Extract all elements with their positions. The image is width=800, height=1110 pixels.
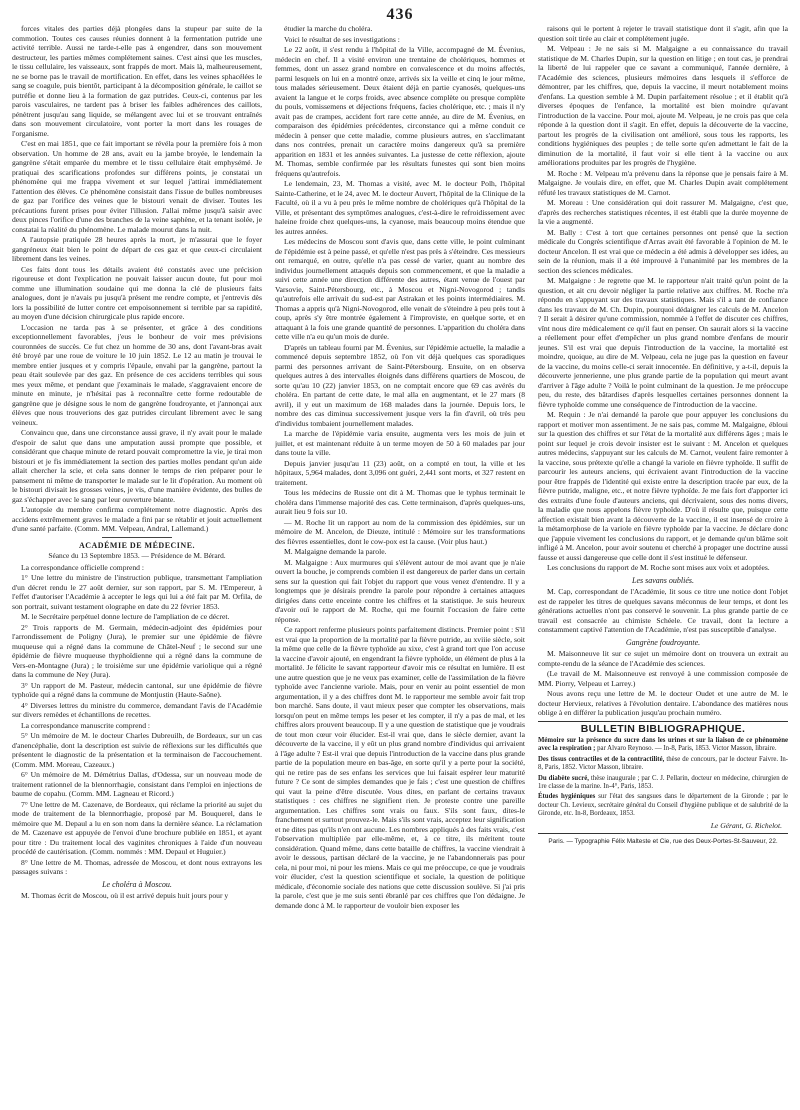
paragraph: M. Maisonneuve lit sur ce sujet un mémoire dont on trouvera un extrait au compte-rendu de la séance de l'Académie des sciences. [538, 649, 788, 668]
paragraph: (Le travail de M. Maisonneuve est renvoyé à une commission composée de MM. Piorry, Velpeau et Larrey.) [538, 669, 788, 688]
paragraph: — M. Roche lit un rapport au nom de la commission des épidémies, sur un mémoire de M. Ancelon, de Dieuze, intitulé : Mémoire sur les transformations des fièvres essentielles, dont le cow-pox est la cause. (Voir plus haut.) [275, 517, 525, 546]
paragraph: M. Malgaigne : Aux murmures qui s'élèvent autour de moi avant que je n'aie ouvert la bouche, je comprends combien il est dangereux de parler dans un certain sens sur la question qui fait l'objet du rapport que vous venez d'entendre. Il y a longtemps que je désirais prendre la parole pour répondre à certaines attaques dirigées dans cette enceinte contre les chiffres et la statistique. Je suis heureux d'avoir ouï le rapport de M. Roche, qui me fournit l'occasion de faire cette réponse. [275, 557, 525, 624]
col1-body [12, 24, 262, 534]
bibliography-title: Mémoire sur la présence du sucre dans les urines et sur la liaison de ce phénomène avec la respiration ; [538, 737, 788, 753]
imprint-line: Paris. — Typographie Félix Malteste et Cie, rue des Deux-Portes-St-Sauveur, 22. [548, 838, 778, 846]
paragraph: M. Cap, correspondant de l'Académie, lit sous ce titre une notice dont l'objet est de rappeler les titres de quelques savans méconnus de leur temps, et dont les générations actuelles n'ont pas conservé le souvenir. La plus grande partie de ce travail est consacrée au chimiste Schéele. Ce travail, dont la lecture a constamment captivé l'attention de l'Académie, n'est pas susceptible d'analyse. [538, 587, 788, 634]
paragraph: étudier la marche du choléra. [284, 24, 373, 33]
paragraph: 3° Un rapport de M. Pasteur, médecin cantonal, sur une épidémie de fièvre typhoïde qui a régné dans la commune de Montjustin (Haute-Saône). [12, 680, 262, 699]
savans-heading: Les savans oubliés. [632, 575, 694, 585]
bibliography-details: sur l'état des sangsues dans le département de la Gironde ; par le docteur Ch. Levieux, secrétaire général du Conseil d'hygiène publique et de salubrité de la Gironde, etc. In-8, Bordeaux, 1853. [538, 793, 788, 818]
paragraph: M. Bally : C'est à tort que certaines personnes ont pensé que la section médicale du Congrès scientifique d'Arras avait été favorable à l'opinion de M. le docteur Ancelon. Il est vrai que ce médecin a été admis à développer ses idées, au sein de la réunion, mais il a été improuvé à l'unanimité par les membres de la section des sciences médicales. [538, 227, 788, 275]
paragraph: C'est en mai 1851, que ce fait important se révéla pour la première fois à mon observation. Un homme de 28 ans, avait eu la jambe broyée, le lendemain la gangrène s'était emparée du membre et le tissu cellulaire était emphysémé. Je pratiquai des scarifications profondes sur différens points, je constatai un phénomène qui me frappa vivement et sur lequel j'attirai immédiatement l'attention des élèves. Ce phénomène consistait dans l'issue de bulles nombreuses de gaz par l'orifice des veines que le bistouri venait de diviser. Toutes les précautions furent prises pour éviter l'illusion. J'allai même jusqu'à saisir avec deux pinces l'orifice d'une des branches de la veine saphène, et la tenant isolée, je constatai la réalité du phénomène. Le malade mourut dans la nuit. [12, 139, 262, 234]
bibliography-item [538, 737, 788, 754]
paragraph: 8° Une lettre de M. Thomas, adressée de Moscou, et dont nous extrayons les passages suivans : [12, 857, 262, 876]
paragraph: Ce rapport renferme plusieurs points parfaitement distincts. Premier point : S'il est vrai que la proportion de la mortalité par la fièvre putride, au xviiie siècle, soit la même que celle de la fièvre typhoïde au xixe, c'est à grand tort que l'on accuse la vaccine d'avoir ajouté, en engendrant la fièvre typhoïde, un élément de plus à la mortalité. Je félicite le savant rapporteur d'avoir mis ce résultat en lumière. Il est une autre question que je ne veux pas examiner, celle de l'assimilation de la fièvre typhoïde avec l'ancienne variole. Mais, pour en venir au point essentiel de mon argumentation, il y a des chiffres dont M. le rapporteur me semble avoir fait trop bon marché. Sans doute, il vaut mieux peser que compter les observations, mais lorsqu'on peut en même temps les peser et les compter, il n'y a pas de mal, et les chiffres alors prouvent beaucoup. Il y a une question de statistique que je voudrais de tout mon cœur voir élucider. Est-il vrai que, dans le siècle dernier, avant la découverte de la vaccine, il y eût un plus grand nombre d'individus qui arrivaient à l'âge adulte ? Est-il vrai que depuis l'introduction de la vaccine dans plus grande partie de la population meure en bas-âge, en sorte qu'il y a perte pour la société, qui ne retire pas de ses enfans les services que lui faisait espérer leur maturité future ? Ce sont de simples demandes que je fais ; c'est une question de chiffres qui vaut la peine d'être discutée. Vous dites, en parlant de certains travaux statistiques : ces chiffres ne signifient rien. Je proteste contre une pareille argumentation. Les chiffres sont vrais ou faux. S'ils sont faux, dites-le franchement et surtout prouvez-le. Mais s'ils sont vrais, acceptez leur signification et ne dites pas qu'ils n'en ont aucune. Les nombres appliqués à des faits vrais, c'est l'observation multipliée par elle-même, et, à ce titre, ils méritent toute considération. Quand même, dans cette bataille de chiffres, la vaccine viendrait à avoir le dessous, partisan déclaré de la vaccine, je ne l'abandonnerais pas pour cela, ni pour moi, ni pour les miens. Mais ce qui me préoccupe, ce que je voudrais voir élucider, c'est la question scientifique et sociale, la question de politique médicale, d'économie sociale des nations que cette discussion soulève. Si j'ai pris la parole, c'est que je me suis senti ébranlé par ces chiffres que l'on dédaigne. Je demande donc à M. le rapporteur de vouloir bien exposer les [275, 625, 525, 910]
col3-body [538, 24, 788, 573]
paragraph: M. Malgaigne : Je regrette que M. le rapporteur n'ait traité qu'un point de la question, et ait cru devoir négliger la partie relative aux chiffres. M. Roche m'a répondu en s'appuyant sur des travaux statistiques. Mais s'il a tant de confiance dans les travaux de M. Ch. Dupin, pourquoi dédaigner les calculs de M. Ancelon ? Il serait à désirer qu'une commission, nommée à l'effet de discuter ces chiffres, vînt nous dire médicalement ce qu'il faut en penser. On saurait alors si la vaccine a réellement pour effet d'empêcher un plus grand nombre d'enfans de mourir jeunes. S'il est vrai que depuis l'introduction de la vaccine, la mortalité est moindre, quoique, au dire de M. Velpeau, cela ne juge pas la question en faveur de la vaccine, du moins celle-ci serait innocentée. En définitive, y a-t-il, depuis la découverte jennerienne, une plus grande partie de la population qui meurt avant d'arriver à l'âge adulte ? Voilà le point culminant de la question. Je me préoccupe peu, du reste, des bâtardises d'après lesquelles certaines personnes donnent la fièvre typhoïde comme une conséquence de l'introduction de la vaccine. [538, 276, 788, 409]
paragraph: L'occasion ne tarda pas à se présenter, et grâce à des conditions exceptionnellement favorables, j'eus le bonheur de voir mes prévisions couronnées de succès. Ce fut chez un homme de 30 ans, dont l'avant-bras avait été broyé par une roue de voiture le 10 juin 1852. Le 12 au matin je trouvai le membre entier jusques et y compris l'épaule, envahi par la gangrène, partout la peau était soulevée par des gaz. En présence de ces accidens terribles qui sous mes yeux même, et pendant que j'examinais le malade, s'aggravaient encore de minute en minute, je n'hésitai pas à reconnaître cette forme redoutable de gangrène que je désigne sous le nom de gangrène foudroyante, et j'annonçai aux élèves que nous trouverions des gaz putrides circulant librement avec le sang veineux. [12, 322, 262, 427]
col3-body-3 [538, 649, 788, 718]
paragraph: M. Moreau : Une considération qui doit rassurer M. Malgaigne, c'est que, d'après des recherches statistiques récentes, il est établi que la durée moyenne de la vie a augmenté. [538, 198, 788, 226]
paragraph: M. Roche : M. Velpeau m'a prévenu dans la réponse que je pensais faire à M. Malgaigne. Je voulais dire, en effet, que M. Charles Dupin avait complétement réfuté les travaux statistiques de M. Carnot. [538, 168, 788, 197]
paragraph: M. le Secrétaire perpétuel donne lecture de l'ampliation de ce décret. [21, 612, 230, 621]
paragraph: M. Malgaigne demande la parole. [284, 547, 387, 556]
paragraph: Le 22 août, il s'est rendu à l'hôpital de la Ville, accompagné de M. Évenius, médecin en chef. Il a visité environ une trentaine de cholériques, hommes et femmes, dont un assez grand nombre en convalescence et du moins affectés, parmi lesquels on lui en a montré onze, arrivés six la veille et cinq le jour même, tous malades sérieusement. Deux étaient déjà en partie cyanosés, quelques-uns avaient la langue et le corps froids, avec absence complète ou presque complète du pouls, vomissemens et déjections fréquens, facies cholérique, etc. ; mais il n'y avait pas de crampes, accident fort rare cette année, au dire de M. Évenius, en comparaison des épidémies précédentes, circonstance qui a même conduit ce médecin à penser que cette maladie, comme plusieurs autres, en s'acclimatant dans nos contrées, prenait un caractère moins dangereux qu'à sa première apparition en 1831 et les années suivantes. La justesse de cette réflexion, ajoute M. Thomas, semble confirmée par les résultats funestes qui sont bien moins fréquens qu'autrefois. [275, 45, 525, 178]
col2-body [275, 24, 525, 910]
bibliography-list [538, 737, 788, 819]
paragraph: Ces faits dont tous les détails avaient été constatés avec une précision rigoureuse et dont l'explication ne pouvait laisser aucun doute, fut pour moi comme une illumination soudaine qui me donna la clé de plusieurs faits analogues, dont je n'avais pu jusqu'à présent me rendre compte, et j'entrevis dès lors la possibilité de lutter contre cet empoisonnement si terrible par sa rapidité, au moyen d'une décision chirurgicale plus rapide encore. [12, 264, 262, 321]
bibliography-details: par Alvaro Reynoso. — In-8, Paris, 1853. Victor Masson, libraire. [595, 745, 777, 753]
paragraph: Nous avons reçu une lettre de M. le docteur Oudet et une autre de M. le docteur Hervieux, relatives à l'évolution dentaire. L'abondance des matières nous oblige à en différer la publication jusqu'au prochain numéro. [538, 689, 788, 717]
paragraph: raisons qui le portent à rejeter le travail statistique dont il s'agit, afin que la question soit tirée au clair et complétement jugée. [538, 24, 788, 43]
paragraph: La correspondance manuscrite comprend : [21, 720, 151, 730]
bulletin-heading: BULLETIN BIBLIOGRAPHIQUE. [580, 722, 746, 735]
paragraph: Les conclusions du rapport de M. Roche sont mises aux voix et adoptées. [547, 563, 770, 572]
paragraph: La marche de l'épidémie varia ensuite, augmenta vers les mois de juin et juillet, et est maintenant réduite à un terme moyen de 50 à 60 malades par jour dans toute la ville. [275, 429, 525, 457]
paragraph: 6° Un mémoire de M. Démétrius Dallas, d'Odessa, sur un nouveau mode de traitement rationnel de la blennorrhagie, consistant dans l'emploi en injections de baume de copahu. (Comm. MM. Lagneau et Ricord.) [12, 770, 262, 798]
cholera-heading: Le choléra à Moscou. [102, 879, 172, 889]
paragraph: forces vitales des parties déjà plongées dans la stupeur par suite de la commotion. Toutes ces causes réunies donnent à la fermentation putride une activité terrible. Aussi ne tarde-t-elle pas à engendrer, dans son mouvement destructeur, les parties mêmes complétement saines. C'est ainsi que les muscles, le tissu cellulaire, les vaisseaux, sont frappés de mort. Mais là, malheureusement, ne se borne pas le travail de mortification. En effet, dans les veines sphacélées le sang se coagule, puis bientôt, participant à la décomposition générale, le caillot se putréfie et donne lieu à la formation de gaz putrides. Ceux-ci, contenus par les parois vasculaires, ne tardent pas à briser les faibles adhérences des caillots, pénètrent jusqu'au sang liquide, se mélangent avec lui et se trouvant entraînés dans son mouvement circulatoire, vont porter la mort dans les rouages de l'organisme. [12, 24, 262, 138]
page-number: 436 [386, 6, 414, 23]
session-subtitle: Séance du 13 Septembre 1853. — Présidence de M. Bérard. [48, 551, 226, 560]
paragraph: M. Velpeau : Je ne sais si M. Malgaigne a eu connaissance du travail statistique de M. Charles Dupin, sur la question en litige ; en tout cas, je prendrai la liberté de lui rappeler que ce savant a communiqué, l'année dernière, à l'Académie des sciences, plusieurs mémoires dans lesquels il s'efforce de démontrer, par les chiffres, que, depuis la vaccine, il meurt notablement moins d'enfans. La question semble à M. Dupin parfaitement résolue ; et il établit qu'à diverses époques de l'enfance, la mortalité est bien moindre qu'avant l'introduction de la vaccine. Pour moi, ajoute M. Velpeau, je ne crois pas que cela réponde à la question dont il s'agit. En effet, depuis la découverte de la vaccine, partout les progrès de la civilisation ont amélioré, sous tous les rapports, les conditions hygiéniques des peuples ; de telle sorte qu'en admettant le fait de la diminution de la mortalité, il faut voir si elle tient à la vaccine ou aux améliorations produites par les progrès de l'hygiène. [538, 44, 788, 167]
separator [102, 537, 172, 538]
bibliography-item [538, 793, 788, 818]
bibliography-title: Des tissus contractiles et de la contractilité, [538, 755, 665, 763]
paragraph: 5° Un mémoire de M. le docteur Charles Dubreuilh, de Bordeaux, sur un cas d'anencéphalie, dont la description est suivie de réflexions sur les difficultés que présentent le diagnostic de la présentation et la terminaison de l'accouchement. (Comm. MM. Moreau, Cazeaux.) [12, 731, 262, 769]
bibliography-details: thèse inaugurale ; par C. J. Pellarin, docteur en médecine, chirurgien de 1re classe de la marine. In-4°, Paris, 1853. [538, 774, 788, 791]
col1-body-2 [12, 563, 262, 877]
paragraph: 1° Une lettre du ministre de l'instruction publique, transmettant l'ampliation d'un décret rendu le 27 août dernier, sur son rapport, par S. M. l'Empereur, à l'effet d'autoriser l'Académie à accepter le legs qui lui a été fait par M. Orfila, de son portrait, suivant testament olographe en date du 22 février 1853. [12, 573, 262, 611]
bibliography-item [538, 756, 788, 773]
paragraph: La correspondance officielle comprend : [21, 562, 144, 572]
separator [538, 721, 788, 722]
paragraph: Convaincu que, dans une circonstance aussi grave, il n'y avait pour le malade d'espoir de salut que dans une amputation aussi prompte que possible, et considérant que chaque minute de retard pouvait compromettre la vie, je tirai mon bistouri et je fis immédiatement la section des parties molles pendant qu'un aide allait chercher la scie, et cela sans donner le temps de rien préparer pour le pansement ni même de transporter le malade sur le lit d'opération. Au moment où le bistouri divisait les grosses veines, je vis, d'une manière évidente, des bulles de gaz s'échapper avec le sang par leur ouverture béante. [12, 428, 262, 504]
paragraph: M. Thomas écrit de Moscou, où il est arrivé depuis huit jours pour y [21, 891, 229, 900]
academy-heading: ACADÉMIE DE MÉDECINE. [78, 540, 196, 550]
gangrene-heading: Gangrène foudroyante. [625, 637, 701, 647]
paragraph: A l'autopsie pratiquée 28 heures après la mort, je m'assurai que le foyer gangréneux était bien le point de départ de ces gaz et que ceux-ci circulaient librement dans les veines. [12, 235, 262, 263]
paragraph: M. Requin : Je n'ai demandé la parole que pour appuyer les conclusions du rapport et motiver mon assentiment. Je ne sais pas, comme M. Malgaigne, ébloui sur la question des chiffres et sur l'état de la mortalité aux différens âges ; mais le point sur lequel je crois devoir insister est le suivant : M. Ancelon et quelques autres médecins, s'appuyant sur les calculs de M. Carnot, veulent faire remonter à la vaccine, sous prétexte qu'elle a changé la variole en fièvre typhoïde. Il suffit de parcourir les auteurs anciens, qui écrivaient avant l'introduction de la vaccine pour être frappés de l'identité qui existe entre la description tracée par eux, de la fièvre putride, maligne, etc., et notre fièvre typhoïde. Je me fais fort d'apporter ici des extraits d'une foule d'auteurs anciens, qui décrivaient, sous des noms divers, la maladie que nous appelons fièvre typhoïde. D'où il résulte que, puisque cette affection existait bien avant la découverte de la vaccine, il est insensé de croire à la métamorphose de la variole en fièvre typhoïde par la vaccine. Je déclare donc que j'appuie vivement les conclusions du rapport, et je demande qu'un blâme soit infligé à M. Ancelon, pour avoir soutenu et cherché à propager une doctrine aussi fausse et aussi dangereuse que celle dont il s'est institué le défenseur. [538, 410, 788, 562]
paragraph: Voici le résultat de ses investigations : [284, 34, 400, 44]
paragraph: Les médecins de Moscou sont d'avis que, dans cette ville, le point culminant de l'épidémie est à peine passé, et qu'elle n'est pas près à s'éteindre. Ces messieurs ont remarqué, en outre, qu'elle n'a pas cessé de varier, quant au nombre des individus journellement attaqués depuis son commencement, et que la maladie a suivi cette année une direction différente des autres, étant venue de l'ouest par Varsovie, Saint-Pétersbourg, etc., à Moscou et Nigni-Novogorod ; tandis qu'autrefois elle arrivait du sud-est par Astrakan et les points intermédiaires. M. Thomas a appris qu'à Nigni-Novogorod, elle venait de s'éteindre à peu près tout à coup, après s'y être montrée également à l'improviste, en quelque sorte, et en attaquant à la fois une grande quantité de personnes. L'apparition du choléra dans cette ville n'a eu qu'un mois de durée. [275, 237, 525, 341]
bibliography-item [538, 775, 788, 792]
paragraph: 7° Une lettre de M. Cazenave, de Bordeaux, qui réclame la priorité au sujet du mode de traitement de la blennorrhagie, proposé par M. Bouquerel, dans le mémoire que M. Depaul a lu en son nom dans la dernière séance. La réclamation de M. Cazenave est appuyée de l'envoi d'une brochure publiée en 1851, et ayant pour titre : Du traitement local des vaginites chroniques à l'aide d'un nouveau procédé de cautérisation. (Comm. nommés : MM. Depaul et Huguier.) [12, 799, 262, 856]
paragraph: 4° Diverses lettres du ministre du commerce, demandant l'avis de l'Académie sur divers remèdes et échantillons de recettes. [12, 700, 262, 719]
paragraph: D'après un tableau fourni par M. Évenius, sur l'épidémie actuelle, la maladie a commencé depuis septembre 1852, où l'on vit déjà quelques cas sporadiques parmi des personnes arrivant de Saint-Pétersbourg. Ensuite, on en observa quelques autres à des intervalles éloignés dans différens quartiers de Moscou, de sorte qu'au 10 (22) janvier 1853, on ne comptait encore que 69 cas avérés du choléra. En partant de cette date, le mal alla en augmentant, et le 27 mars (8 avril), il y eut un maximum de 168 malades dans la journée. Depuis lors, le nombre des cas diminua successivement jusque vers la fin d'avril, où très peu d'individus tombaient journellement malades. [275, 342, 525, 428]
paragraph: Le lendemain, 23, M. Thomas a visité, avec M. le docteur Polh, l'hôpital Sainte-Catherine, et le 24, avec M. le docteur Auvert, l'hôpital de la Clinique de la Faculté, où il a vu à peu près le même nombre de cholériques qu'à l'hôpital de la Ville, et présentant des symptômes analogues, c'est-à-dire le refroidissement avec haleine froide chez quelques-uns, la cyanose, mais beaucoup moins étendue que les autres années. [275, 179, 525, 236]
column-left [12, 24, 262, 1094]
paragraph: L'autopsie du membre confirma complétement notre diagnostic. Après des accidens extrêmement graves le malade a fini par se rétablir et jouit actuellement d'une santé parfaite. (Comm. MM. Velpeau, Andral, Lallemand.) [12, 505, 262, 533]
paragraph: Tous les médecins de Russie ont dit à M. Thomas que le typhus terminait le choléra dans l'immense majorité des cas. Cette terminaison, d'après quelques-uns, aurait lieu 9 fois sur 10. [275, 488, 525, 516]
column-middle [275, 24, 525, 1094]
bibliography-details: thèse de concours, par le docteur Faivre. In-8, Paris, 1852. Victor Masson, libraire. [538, 755, 788, 772]
paragraph: Depuis janvier jusqu'au 11 (23) août, on a compté en tout, la ville et les hôpitaux, 5,964 malades, dont 3,096 ont guéri, 2,441 sont morts, et 327 restent en traitement. [275, 458, 525, 487]
gerant-signature: Le Gérant, G. Richelot. [710, 820, 782, 830]
separator [538, 833, 788, 834]
paragraph: 2° Trois rapports de M. Germain, médecin-adjoint des épidémies pour l'arrondissement de Poligny (Jura), le premier sur une épidémie de fièvre muqueuse qui a régné dans la commune de Châtel-Neuf ; le second sur une épidémie de fièvre muqueuse thyphoïdienne qui a régné dans la commune de Vers-en-Montagne (Jura) ; le troisième sur une épidémie variolique qui a régné dans la commune de Ney (Jura). [12, 622, 262, 679]
bibliography-title: Du diabète sucré, [538, 774, 589, 782]
bibliography-title: Études hygiéniques [538, 793, 596, 801]
column-right [538, 24, 788, 1094]
col3-body-2 [538, 587, 788, 635]
